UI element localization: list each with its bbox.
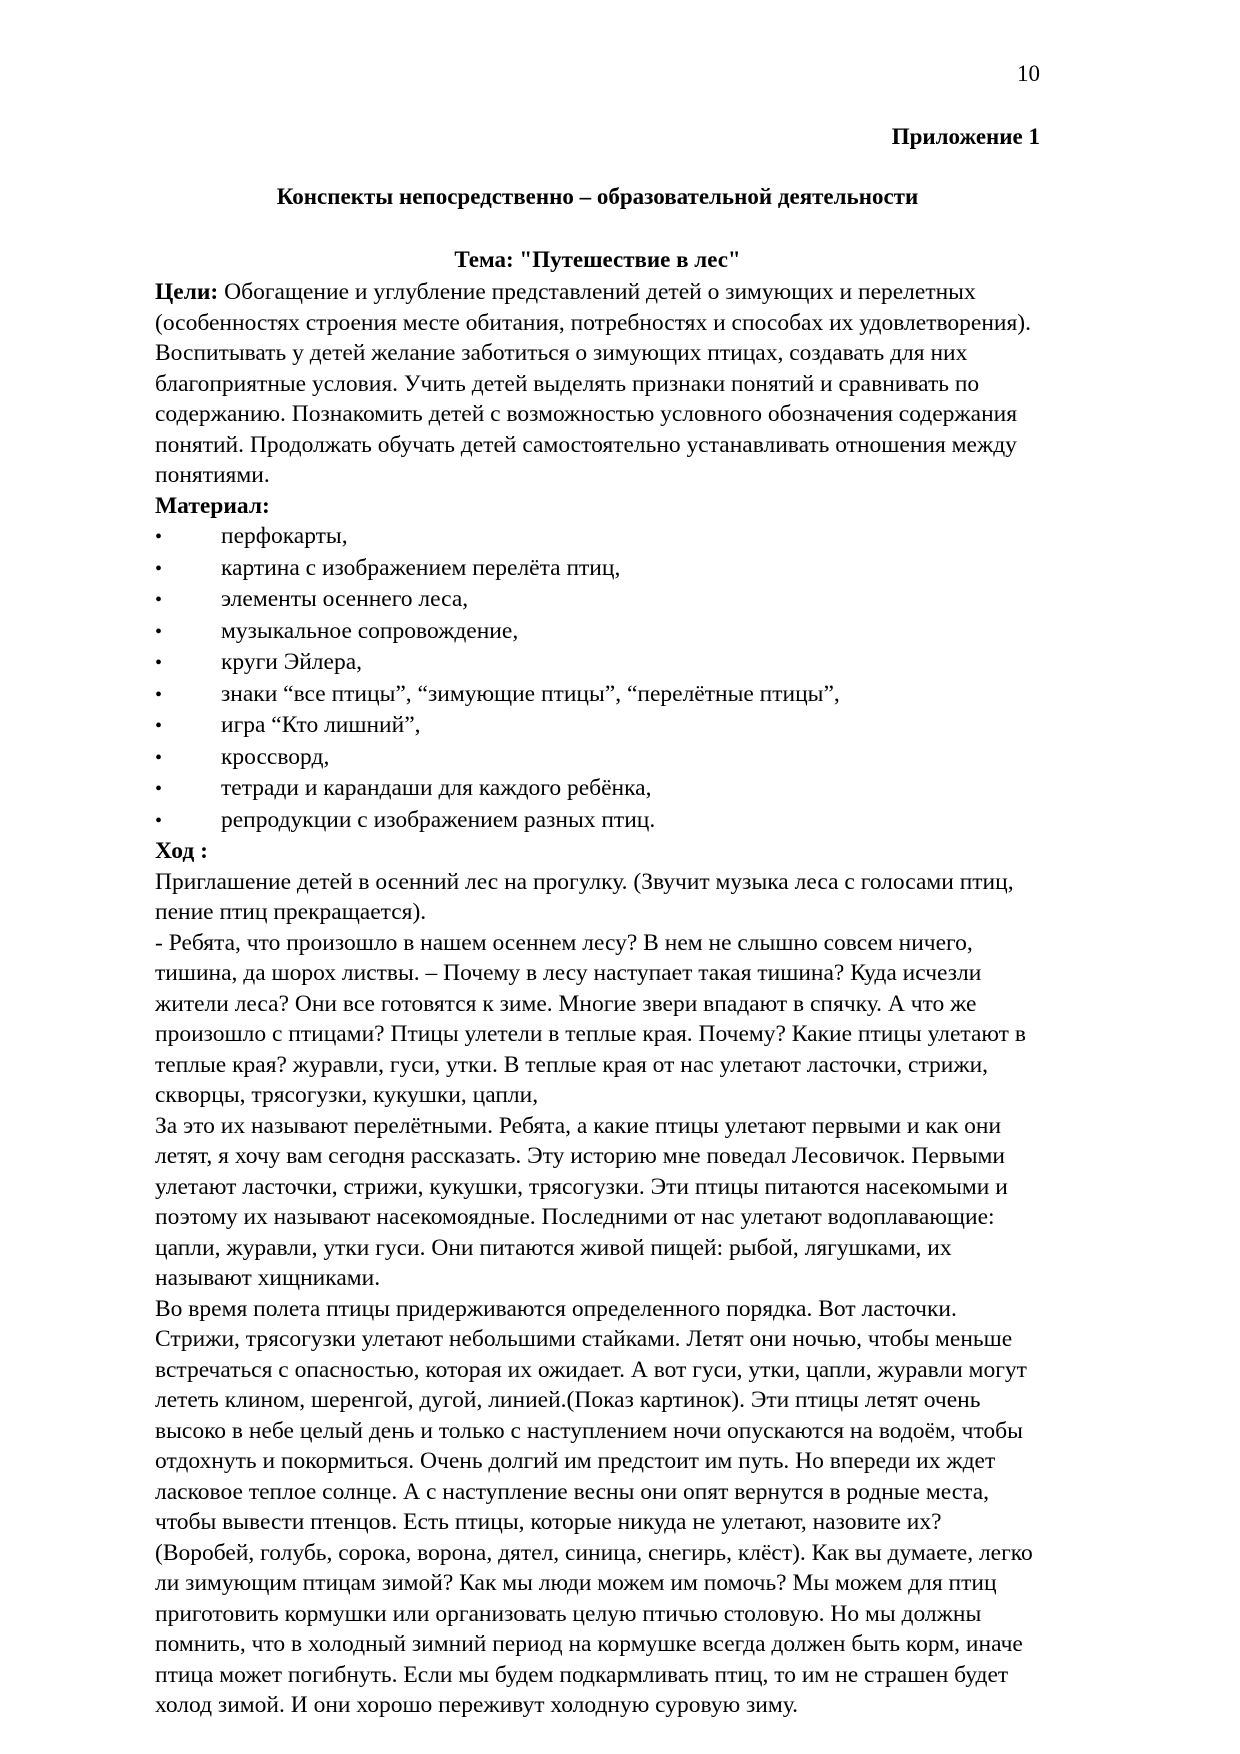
- material-text: музыкальное сопровождение,: [221, 617, 519, 644]
- list-item: [155, 553, 1040, 585]
- materials-label: Материал:: [155, 492, 270, 519]
- procedure-paragraph-1: Приглашение детей в осенний лес на прогулку. (Звучит музыка леса с голосами птиц, пение птиц прекращается).: [155, 868, 1014, 926]
- material-text: игра “Кто лишний”,: [221, 712, 421, 739]
- list-item: [155, 679, 1040, 711]
- procedure-paragraph-4: Во время полета птицы придерживаются определенного порядка. Вот ласточки. Стрижи, трясогузки улетают небольшими стайками. Летят они ночью, чтобы меньше встречаться с опасностью, которая их ожидает. А вот гуси, утки, цапли, журавли могут лететь клином, шеренгой, дугой, линией.(Показ картинок). Эти птицы летят очень высоко в небе целый день и только с наступлением ночи опускаются на водоём, чтобы отдохнуть и покормиться. Очень долгий им предстоит им путь. Но впереди их ждет ласковое теплое солнце. А с наступление весны они опят вернутся в родные места, чтобы вывести птенцов. Есть птицы, которые никуда не улетают, назовите их? (Воробей, голубь, сорока, ворона, дятел, синица, снегирь, клёст). Как вы думаете, легко ли зимующим птицам зимой? Как мы люди можем им помочь? Мы можем для птиц приготовить кормушки или организовать целую птичью столовую. Но мы должны помнить, что в холодный зимний период на кормушке всегда должен быть корм, иначе птица может погибнуть. Если мы будем подкармливать птиц, то им не страшен будет холод зимой. И они хорошо переживут холодную суровую зиму.: [155, 1295, 1033, 1719]
- procedure-label: Ход :: [155, 838, 208, 865]
- list-item: [155, 805, 1040, 837]
- bullet-icon: [155, 742, 221, 774]
- material-text: знаки “все птицы”, “зимующие птицы”, “перелётные птицы”,: [221, 680, 840, 707]
- procedure-paragraph-3: За это их называют перелётными. Ребята, а какие птицы улетают первыми и как они летят, я хочу вам сегодня рассказать. Эту историю мне поведал Лесовичок. Первыми улетают ласточки, стрижи, кукушки, трясогузки. Эти птицы питаются насекомыми и поэтому их называют насекомоядные. Последними от нас улетают водоплавающие: цапли, журавли, утки гуси. Они питаются живой пищей: рыбой, лягушками, их называют хищниками.: [155, 1112, 1008, 1292]
- bullet-icon: [155, 710, 221, 742]
- goals-label: Цели:: [155, 279, 219, 306]
- page-number: 10: [1017, 61, 1040, 86]
- material-text: репродукции с изображением разных птиц.: [221, 806, 656, 833]
- list-item: [155, 616, 1040, 648]
- material-text: картина с изображением перелёта птиц,: [221, 554, 621, 581]
- material-text: перфокарты,: [221, 523, 348, 550]
- bullet-icon: [155, 584, 221, 616]
- bullet-icon: [155, 616, 221, 648]
- bullet-icon: [155, 805, 221, 837]
- list-item: [155, 521, 1040, 553]
- goals-text: Обогащение и углубление представлений детей о зимующих и перелетных (особенностях строения месте обитания, потребностях и способах их удовлетворения). Воспитывать у детей желание заботиться о зимующих птицах, создавать для них благоприятные условия. Учить детей выделять признаки понятий и сравнивать по содержанию. Познакомить детей с возможностью условного обозначения содержания понятий. Продолжать обучать детей самостоятельно устанавливать отношения между понятиями.: [155, 279, 1031, 489]
- page-content: [155, 60, 1040, 1721]
- goals-paragraph: [155, 277, 1040, 491]
- document-title: Конспекты непосредственно – образовательной деятельности: [276, 183, 919, 209]
- material-text: кроссворд,: [221, 743, 330, 770]
- material-text: элементы осеннего леса,: [221, 586, 469, 613]
- bullet-icon: [155, 647, 221, 679]
- list-item: [155, 710, 1040, 742]
- list-item: [155, 773, 1040, 805]
- materials-list: [155, 521, 1040, 836]
- list-item: [155, 647, 1040, 679]
- list-item: [155, 584, 1040, 616]
- lesson-theme-title: Тема: "Путешествие в лес": [454, 247, 741, 273]
- procedure-paragraph-2: - Ребята, что произошло в нашем осеннем лесу? В нем не слышно совсем ничего, тишина, да шорох листвы. – Почему в лесу наступает такая тишина? Куда исчезли жители леса? Они все готовятся к зиме. Многие звери впадают в спячку. А что же произошло с птицами? Птицы улетели в теплые края. Почему? Какие птицы улетают в теплые края? журавли, гуси, утки. В теплые края от нас улетают ласточки, стрижи, скворцы, трясогузки, кукушки, цапли,: [155, 929, 1026, 1109]
- list-item: [155, 742, 1040, 774]
- appendix-heading: Приложение 1: [891, 123, 1040, 149]
- bullet-icon: [155, 553, 221, 585]
- bullet-icon: [155, 679, 221, 711]
- bullet-icon: [155, 521, 221, 553]
- material-text: круги Эйлера,: [221, 649, 362, 676]
- bullet-icon: [155, 773, 221, 805]
- material-text: тетради и карандаши для каждого ребёнка,: [221, 775, 652, 802]
